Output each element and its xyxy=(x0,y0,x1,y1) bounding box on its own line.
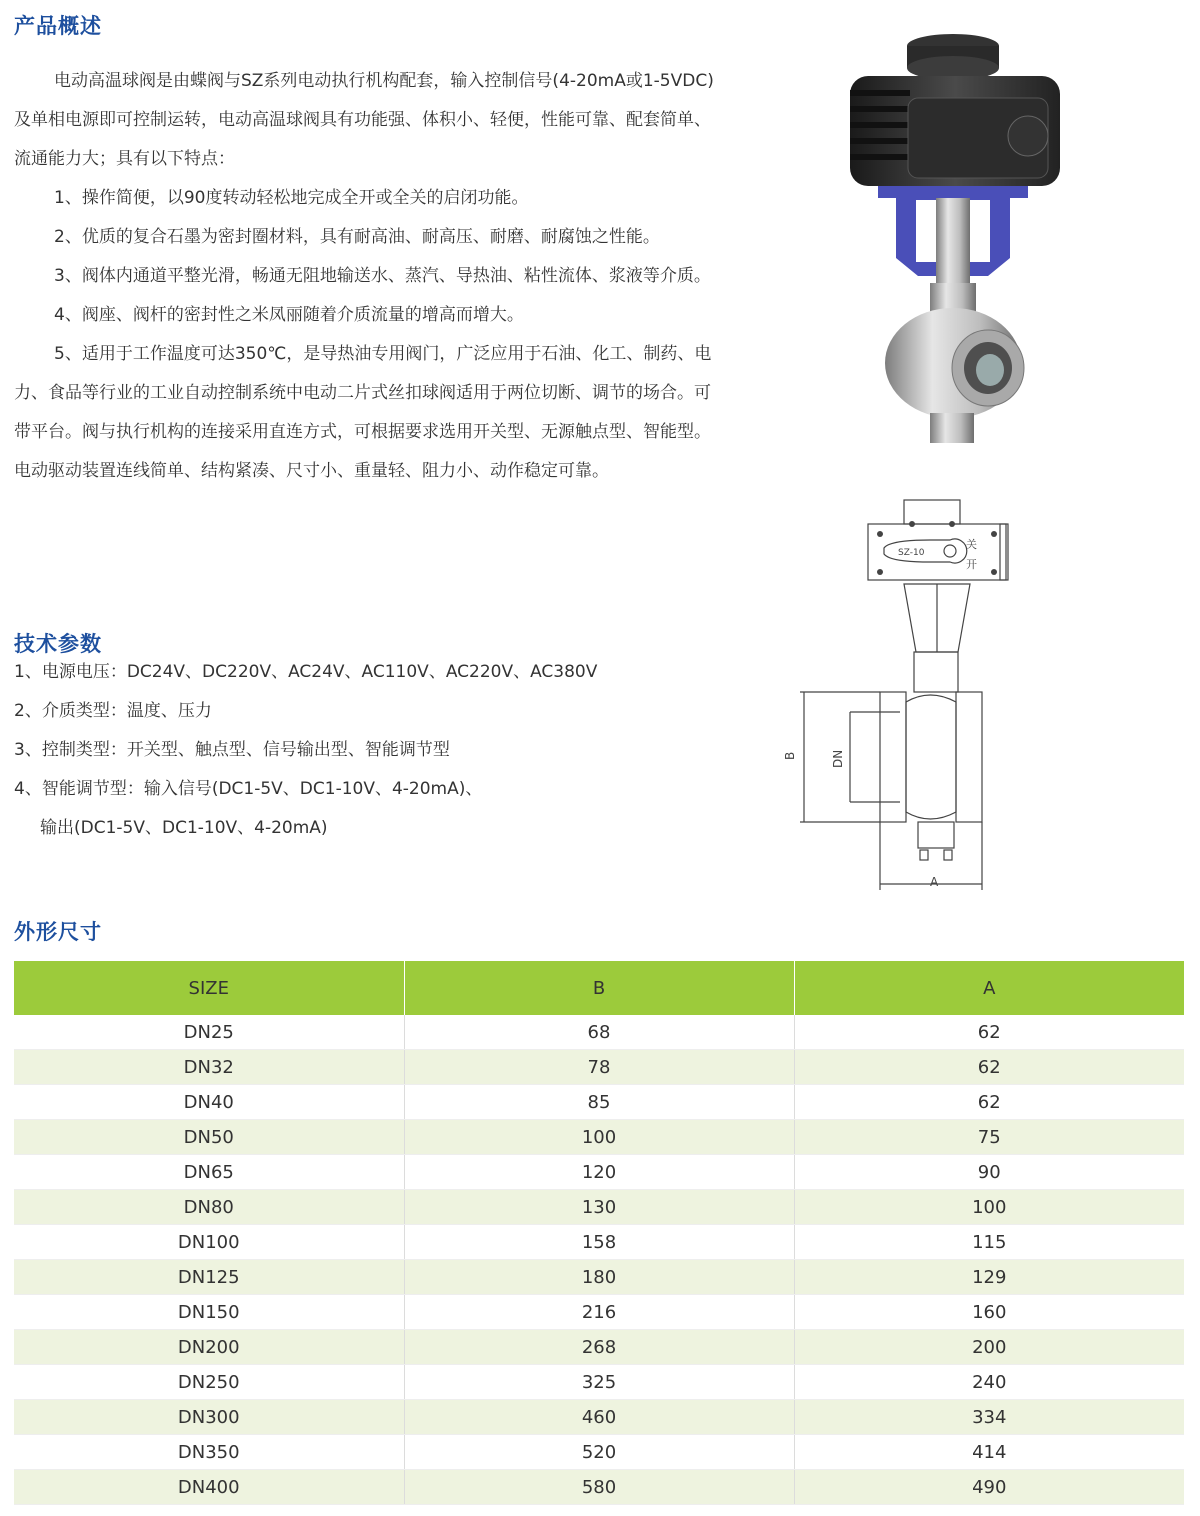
cell-size: DN125 xyxy=(14,1260,404,1295)
table-row xyxy=(14,1050,1184,1085)
cell-b: 100 xyxy=(404,1120,794,1155)
drawing-open-label: 开 xyxy=(966,558,977,571)
dim-b-label: B xyxy=(783,751,797,760)
cell-a: 490 xyxy=(794,1470,1184,1505)
table-row xyxy=(14,1470,1184,1505)
param-smart-input: 4、智能调节型：输入信号(DC1-5V、DC1-10V、4-20mA)、 xyxy=(14,779,483,799)
feature-3: 3、阀体内通道平整光滑，畅通无阻地输送水、蒸汽、导热油、粘性流体、浆液等介质。 xyxy=(54,266,711,286)
cell-b: 180 xyxy=(404,1260,794,1295)
cell-b: 216 xyxy=(404,1295,794,1330)
drawing-model-label: SZ-10 xyxy=(898,548,925,558)
cell-size: DN25 xyxy=(14,1015,404,1050)
cell-size: DN50 xyxy=(14,1120,404,1155)
cell-a: 90 xyxy=(794,1155,1184,1190)
table-row xyxy=(14,1295,1184,1330)
cell-size: DN40 xyxy=(14,1085,404,1120)
valve-photo xyxy=(838,28,1068,448)
cell-size: DN400 xyxy=(14,1470,404,1505)
cell-size: DN32 xyxy=(14,1050,404,1085)
dimensions-table xyxy=(14,961,1184,1505)
feature-2: 2、优质的复合石墨为密封圈材料，具有耐高油、耐高压、耐磨、耐腐蚀之性能。 xyxy=(54,227,660,247)
cell-size: DN300 xyxy=(14,1400,404,1435)
cell-a: 160 xyxy=(794,1295,1184,1330)
table-row xyxy=(14,1365,1184,1400)
cell-a: 115 xyxy=(794,1225,1184,1260)
cell-a: 62 xyxy=(794,1050,1184,1085)
cell-a: 62 xyxy=(794,1015,1184,1050)
overview-heading: 产品概述 xyxy=(14,14,102,38)
feature-4: 4、阀座、阀杆的密封性之米凤丽随着介质流量的增高而增大。 xyxy=(54,305,524,325)
cell-size: DN80 xyxy=(14,1190,404,1225)
dimension-drawing xyxy=(780,488,1020,898)
cell-b: 120 xyxy=(404,1155,794,1190)
table-row xyxy=(14,1155,1184,1190)
cell-b: 85 xyxy=(404,1085,794,1120)
cell-b: 130 xyxy=(404,1190,794,1225)
cell-a: 334 xyxy=(794,1400,1184,1435)
table-row xyxy=(14,1400,1184,1435)
cell-b: 580 xyxy=(404,1470,794,1505)
cell-size: DN100 xyxy=(14,1225,404,1260)
cell-b: 78 xyxy=(404,1050,794,1085)
col-header-a: A xyxy=(794,961,1184,1015)
cell-a: 75 xyxy=(794,1120,1184,1155)
table-row xyxy=(14,1260,1184,1295)
param-voltage: 1、电源电压：DC24V、DC220V、AC24V、AC110V、AC220V、AC380V xyxy=(14,662,598,682)
cell-b: 268 xyxy=(404,1330,794,1365)
table-row xyxy=(14,1120,1184,1155)
cell-a: 200 xyxy=(794,1330,1184,1365)
cell-a: 62 xyxy=(794,1085,1184,1120)
dim-a-label: A xyxy=(930,875,939,889)
feature-5: 5、适用于工作温度可达350℃，是导热油专用阀门，广泛应用于石油、化工、制药、电力、食品等行业的工业自动控制系统中电动二片式丝扣球阀适用于两位切断、调节的场合。可带平台。阀与执行机构的连接采用直连方式，可根据要求选用开关型、无源触点型、智能型。电动驱动装置连线简单、结构紧凑、尺寸小、重量轻、阻力小、动作稳定可靠。 xyxy=(14,344,712,481)
tech-heading: 技术参数 xyxy=(14,632,102,656)
cell-size: DN350 xyxy=(14,1435,404,1470)
table-row xyxy=(14,1190,1184,1225)
param-smart-output: 输出(DC1-5V、DC1-10V、4-20mA) xyxy=(40,818,328,838)
table-row xyxy=(14,1225,1184,1260)
col-header-size: SIZE xyxy=(14,961,404,1015)
table-row xyxy=(14,1330,1184,1365)
cell-b: 520 xyxy=(404,1435,794,1470)
cell-b: 68 xyxy=(404,1015,794,1050)
dim-dn-label: DN xyxy=(831,749,845,768)
param-medium: 2、介质类型：温度、压力 xyxy=(14,701,212,721)
cell-a: 414 xyxy=(794,1435,1184,1470)
cell-b: 460 xyxy=(404,1400,794,1435)
table-header-row xyxy=(14,961,1184,1015)
feature-1: 1、操作简便，以90度转动轻松地完成全开或全关的启闭功能。 xyxy=(54,188,529,208)
cell-b: 325 xyxy=(404,1365,794,1400)
cell-size: DN250 xyxy=(14,1365,404,1400)
cell-size: DN65 xyxy=(14,1155,404,1190)
dimensions-heading: 外形尺寸 xyxy=(14,920,102,944)
overview-text xyxy=(14,62,726,491)
table-row xyxy=(14,1085,1184,1120)
cell-a: 129 xyxy=(794,1260,1184,1295)
drawing-close-label: 关 xyxy=(966,538,977,551)
cell-a: 240 xyxy=(794,1365,1184,1400)
tech-params xyxy=(14,653,734,848)
param-control: 3、控制类型：开关型、触点型、信号输出型、智能调节型 xyxy=(14,740,450,760)
overview-intro: 电动高温球阀是由蝶阀与SZ系列电动执行机构配套，输入控制信号(4-20mA或1-5VDC)及单相电源即可控制运转，电动高温球阀具有功能强、体积小、轻便，性能可靠、配套简单、流通能力大；具有以下特点： xyxy=(14,71,714,169)
cell-b: 158 xyxy=(404,1225,794,1260)
table-row xyxy=(14,1435,1184,1470)
col-header-b: B xyxy=(404,961,794,1015)
cell-size: DN200 xyxy=(14,1330,404,1365)
table-row xyxy=(14,1015,1184,1050)
cell-size: DN150 xyxy=(14,1295,404,1330)
cell-a: 100 xyxy=(794,1190,1184,1225)
